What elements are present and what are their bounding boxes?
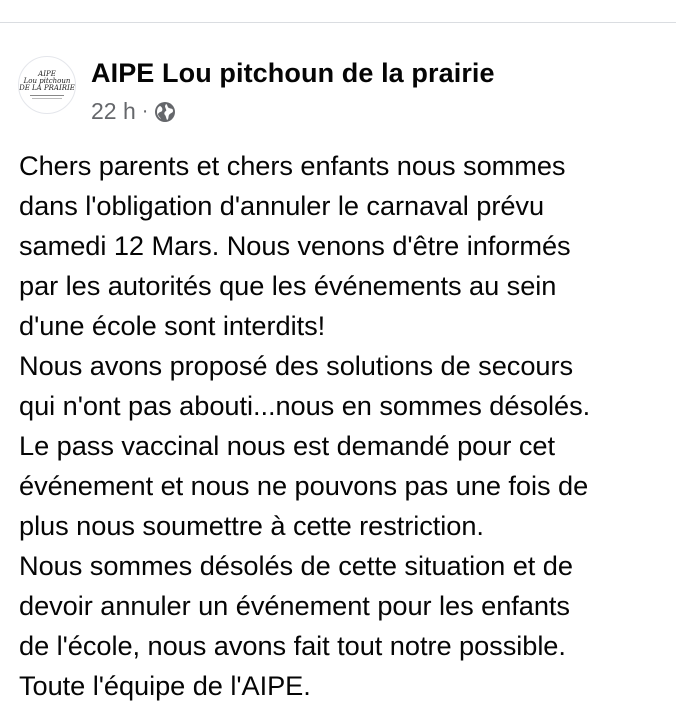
- post-text-line: Chers parents et chers enfants nous sommes: [19, 150, 566, 181]
- post-text-line: Le pass vaccinal nous est demandé pour cet: [19, 430, 555, 461]
- avatar-logo-rule: [30, 95, 64, 96]
- meta-separator: ·: [141, 100, 149, 122]
- post-text-line: par les autorités que les événements au sein: [19, 270, 557, 301]
- post-text-line: qui n'ont pas abouti...nous en sommes désolés.: [19, 390, 591, 421]
- post-text-line: devoir annuler un événement pour les enfants: [19, 590, 570, 621]
- author-name-link[interactable]: AIPE Lou pitchoun de la prairie: [91, 58, 495, 88]
- post-text-line: samedi 12 Mars. Nous venons d'être informés: [19, 230, 571, 261]
- post-body: [19, 146, 669, 706]
- post-text-line: Nous sommes désolés de cette situation et de: [19, 550, 573, 581]
- avatar-logo-line2: Lou pitchoun: [23, 77, 71, 85]
- globe-icon[interactable]: [154, 101, 176, 123]
- page-avatar[interactable]: [18, 56, 76, 114]
- avatar-logo-line3: DE LA PRAIRIE: [19, 84, 75, 92]
- post-timestamp[interactable]: 22 h: [91, 98, 136, 124]
- post-text-line: d'une école sont interdits!: [19, 310, 326, 341]
- post-text-line: plus nous soumettre à cette restriction.: [19, 510, 484, 541]
- post-meta: [91, 98, 176, 125]
- post-header: [18, 56, 658, 124]
- post-text-line: Nous avons proposé des solutions de secours: [19, 350, 574, 381]
- post-text-line: Toute l'équipe de l'AIPE.: [19, 670, 311, 701]
- avatar-logo-line1: AIPE: [38, 70, 56, 78]
- post-text-line: événement et nous ne pouvons pas une fois de: [19, 470, 589, 501]
- top-divider: [0, 22, 676, 23]
- avatar-logo-fine: [32, 98, 62, 99]
- post-text-line: de l'école, nous avons fait tout notre possible.: [19, 630, 566, 661]
- post-text-line: dans l'obligation d'annuler le carnaval prévu: [19, 190, 545, 221]
